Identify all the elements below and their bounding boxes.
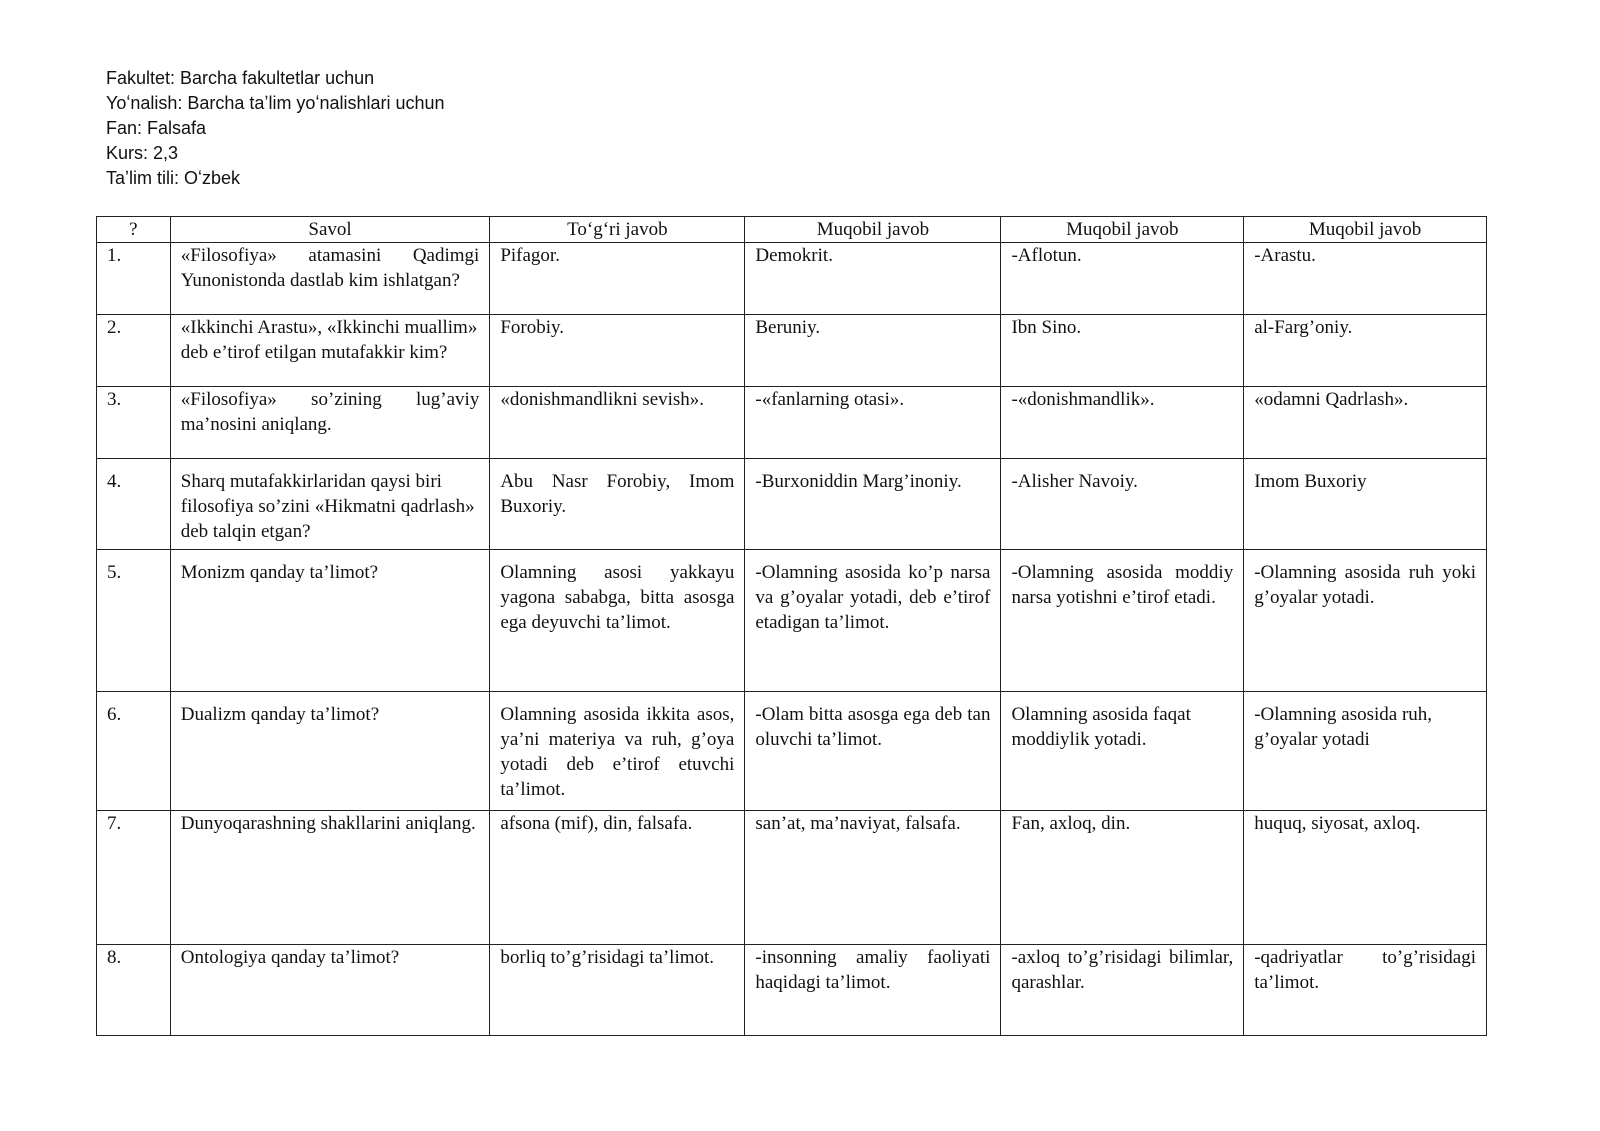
alternative-answer-cell: san’at, ma’naviyat, falsafa. (745, 811, 1001, 945)
row-number: 7. (97, 811, 171, 945)
alternative-answer-cell: -Burxoniddin Marg’inoniy. (745, 459, 1001, 550)
alternative-answer-cell: Imom Buxoriy (1244, 459, 1487, 550)
alternative-answer-cell: -insonning amaliy faoliyati haqidagi ta’limot. (745, 945, 1001, 1036)
subject-line: Fan: Falsafa (106, 118, 207, 138)
question-cell: Monizm qanday ta’limot? (170, 550, 490, 692)
faculty-line: Fakultet: Barcha fakultetlar uchun (106, 68, 375, 88)
row-number: 8. (97, 945, 171, 1036)
alternative-answer-cell: -Olam bitta asosga ega deb tan oluvchi ta’limot. (745, 692, 1001, 811)
alternative-answer-cell: -«donishmandlik». (1001, 387, 1244, 459)
correct-answer-cell: Forobiy. (490, 315, 745, 387)
alternative-answer-cell: -Arastu. (1244, 243, 1487, 315)
alternative-answer-cell: -Olamning asosida moddiy narsa yotishni e’tirof etadi. (1001, 550, 1244, 692)
correct-answer-cell: borliq to’g’risidagi ta’limot. (490, 945, 745, 1036)
table-header-row (97, 217, 1487, 243)
alternative-answer-cell: Fan, axloq, din. (1001, 811, 1244, 945)
correct-answer-cell: afsona (mif), din, falsafa. (490, 811, 745, 945)
alternative-answer-cell: -qadriyatlar to’g’risidagi ta’limot. (1244, 945, 1487, 1036)
question-cell: «Filosofiya» atamasini Qadimgi Yunonistonda dastlab kim ishlatgan? (170, 243, 490, 315)
question-cell: Ontologiya qanday ta’limot? (170, 945, 490, 1036)
question-cell: Dunyoqarashning shakllarini aniqlang. (170, 811, 490, 945)
alternative-answer-cell: -Olamning asosida ruh, g’oyalar yotadi (1244, 692, 1487, 811)
alternative-answer-cell: Beruniy. (745, 315, 1001, 387)
table-row (97, 459, 1487, 550)
row-number: 2. (97, 315, 171, 387)
alternative-answer-cell: «odamni Qadrlash». (1244, 387, 1487, 459)
table-row (97, 811, 1487, 945)
correct-answer-cell: Abu Nasr Forobiy, Imom Buxoriy. (490, 459, 745, 550)
correct-answer-cell: «donishmandlikni sevish». (490, 387, 745, 459)
column-header-alternative-answer-2: Muqobil javob (1001, 217, 1244, 243)
alternative-answer-cell: -Olamning asosida ruh yoki g’oyalar yotadi. (1244, 550, 1487, 692)
row-number: 5. (97, 550, 171, 692)
alternative-answer-cell: -Alisher Navoiy. (1001, 459, 1244, 550)
column-header-number: ? (97, 217, 171, 243)
row-number: 3. (97, 387, 171, 459)
alternative-answer-cell: -Aflotun. (1001, 243, 1244, 315)
alternative-answer-cell: huquq, siyosat, axloq. (1244, 811, 1487, 945)
table-row (97, 243, 1487, 315)
correct-answer-cell: Pifagor. (490, 243, 745, 315)
column-header-alternative-answer-1: Muqobil javob (745, 217, 1001, 243)
column-header-alternative-answer-3: Muqobil javob (1244, 217, 1487, 243)
column-header-correct-answer: To‘g‘ri javob (490, 217, 745, 243)
row-number: 6. (97, 692, 171, 811)
correct-answer-cell: Olamning asosi yakkayu yagona sababga, bitta asosga ega deyuvchi ta’limot. (490, 550, 745, 692)
table-row (97, 550, 1487, 692)
correct-answer-cell: Olamning asosida ikkita asos, ya’ni materiya va ruh, g’oya yotadi deb e’tirof etuvchi ta’limot. (490, 692, 745, 811)
alternative-answer-cell: -Olamning asosida ko’p narsa va g’oyalar yotadi, deb e’tirof etadigan ta’limot. (745, 550, 1001, 692)
row-number: 1. (97, 243, 171, 315)
direction-line: Yoʻnalish: Barcha taʼlim yoʻnalishlari uchun (106, 93, 445, 113)
alternative-answer-cell: -axloq to’g’risidagi bilimlar, qarashlar. (1001, 945, 1244, 1036)
column-header-question: Savol (170, 217, 490, 243)
row-number: 4. (97, 459, 171, 550)
alternative-answer-cell: Demokrit. (745, 243, 1001, 315)
table-row (97, 692, 1487, 811)
alternative-answer-cell: al-Farg’oniy. (1244, 315, 1487, 387)
question-cell: «Filosofiya» so’zining lug’aviy ma’nosini aniqlang. (170, 387, 490, 459)
alternative-answer-cell: -«fanlarning otasi». (745, 387, 1001, 459)
language-line: Taʼlim tili: Oʻzbek (106, 168, 241, 188)
alternative-answer-cell: Olamning asosida faqat moddiylik yotadi. (1001, 692, 1244, 811)
table-row (97, 387, 1487, 459)
document-header (106, 66, 445, 191)
quiz-table (96, 216, 1487, 1036)
table-row (97, 945, 1487, 1036)
table-row (97, 315, 1487, 387)
alternative-answer-cell: Ibn Sino. (1001, 315, 1244, 387)
question-cell: Sharq mutafakkirlaridan qaysi biri filosofiya so’zini «Hikmatni qadrlash» deb talqin etgan? (170, 459, 490, 550)
course-line: Kurs: 2,3 (106, 143, 179, 163)
question-cell: Dualizm qanday ta’limot? (170, 692, 490, 811)
question-cell: «Ikkinchi Arastu», «Ikkinchi muallim» deb e’tirof etilgan mutafakkir kim? (170, 315, 490, 387)
